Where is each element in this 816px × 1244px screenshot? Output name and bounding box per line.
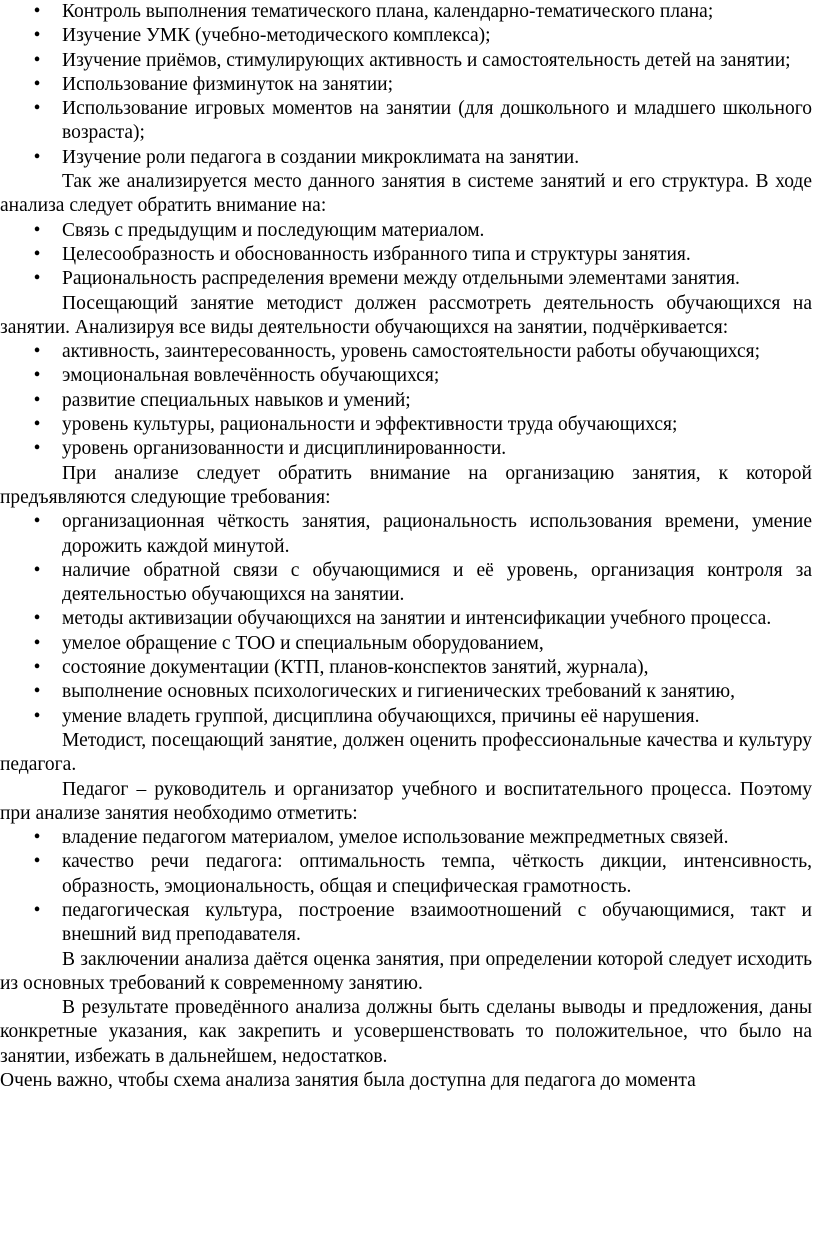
paragraph-scheme-availability: Очень важно, чтобы схема анализа занятия была доступна для педагога до момента <box>0 1070 696 1092</box>
bullet-icon: • <box>33 705 41 727</box>
list-item <box>0 219 812 243</box>
list-item <box>0 632 812 656</box>
paragraph-lesson-place: Так же анализируется место данного занятия в системе занятий и его структура. В ходе анализа следует обратить внимание на: <box>0 171 812 217</box>
list-item-text: эмоциональная вовлечённость обучающихся; <box>62 365 440 387</box>
list-item-text: уровень культуры, рациональности и эффективности труда обучающихся; <box>62 414 678 436</box>
list-item <box>0 656 812 680</box>
list-item <box>0 437 812 461</box>
paragraph-conclusion: В заключении анализа даётся оценка занятия, при определении которой следует исходить из основных требований к современному занятию. <box>0 948 812 994</box>
list-item-text: умение владеть группой, дисциплина обучающихся, причины её нарушения. <box>62 705 700 727</box>
bullet-icon: • <box>33 681 41 703</box>
list-item-text: активность, заинтересованность, уровень самостоятельности работы обучающихся; <box>62 341 761 363</box>
bullet-icon: • <box>33 146 41 168</box>
list-item-text: Изучение приёмов, стимулирующих активность и самостоятельность детей на занятии; <box>62 49 791 71</box>
bullet-icon: • <box>33 632 41 654</box>
bullet-icon: • <box>33 851 41 873</box>
bullet-icon: • <box>33 341 41 363</box>
list-item <box>0 97 812 146</box>
paragraph-teacher: Педагог – руководитель и организатор учебного и воспитательного процесса. Поэтому при анализе занятия необходимо отметить: <box>0 778 812 824</box>
bullet-list-requirements <box>0 510 812 729</box>
bullet-icon: • <box>33 98 41 120</box>
paragraph-methodist: Методист, посещающий занятие, должен оценить профессиональные качества и культуру педагога. <box>0 729 812 776</box>
bullet-icon: • <box>33 25 41 47</box>
list-item-text: Изучение УМК (учебно-методического комплекса); <box>62 25 491 47</box>
list-item-text: педагогическая культура, построение взаимоотношений с обучающимися, такт и внешний вид преподавателя. <box>62 899 812 946</box>
list-item-text: выполнение основных психологических и гигиенических требований к занятию, <box>62 681 735 703</box>
list-item-text: состояние документации (КТП, планов-конспектов занятий, журнала), <box>62 657 649 679</box>
list-item <box>0 559 812 608</box>
paragraph-student-activity: Посещающий занятие методист должен рассмотреть деятельность обучающихся на занятии. Анализируя все виды деятельности обучающихся на занятии, подчёркивается: <box>0 292 812 338</box>
list-item <box>0 73 812 97</box>
list-item <box>0 146 812 170</box>
bullet-icon: • <box>33 243 41 265</box>
paragraph-organization: При анализе следует обратить внимание на организацию занятия, к которой предъявляются следующие требования: <box>0 462 812 508</box>
list-item <box>0 510 812 559</box>
list-item-text: владение педагогом материалом, умелое использование межпредметных связей. <box>62 827 729 849</box>
list-item <box>0 826 812 850</box>
list-item <box>0 49 812 73</box>
list-item-text: Рациональность распределения времени между отдельными элементами занятия. <box>62 268 740 290</box>
bullet-icon: • <box>33 438 41 460</box>
list-item-text: Использование игровых моментов на занятии (для дошкольного и младшего школьного возраста); <box>62 98 812 144</box>
list-item <box>0 0 812 24</box>
list-item <box>0 705 812 729</box>
bullet-icon: • <box>33 268 41 290</box>
list-item-text: методы активизации обучающихся на занятии и интенсификации учебного процесса. <box>62 608 772 630</box>
list-item-text: Использование физминуток на занятии; <box>62 73 393 95</box>
list-item <box>0 340 812 364</box>
bullet-icon: • <box>33 608 41 630</box>
bullet-list-control <box>0 0 812 170</box>
bullet-icon: • <box>33 559 41 581</box>
list-item-text: Изучение роли педагога в создании микроклимата на занятии. <box>62 146 580 168</box>
list-item <box>0 364 812 388</box>
bullet-icon: • <box>33 827 41 849</box>
list-item-text: уровень организованности и дисциплинированности. <box>62 438 507 460</box>
bullet-icon: • <box>33 73 41 95</box>
bullet-icon: • <box>33 1 41 22</box>
list-item-text: организационная чёткость занятия, рациональность использования времени, умение дорожить каждой минутой. <box>62 511 812 557</box>
list-item <box>0 243 812 267</box>
bullet-icon: • <box>33 49 41 71</box>
bullet-icon: • <box>33 414 41 436</box>
list-item <box>0 389 812 413</box>
bullet-icon: • <box>33 899 41 921</box>
bullet-icon: • <box>33 657 41 679</box>
list-item-text: Целесообразность и обоснованность избранного типа и структуры занятия. <box>62 243 691 265</box>
paragraph-result: В результате проведённого анализа должны быть сделаны выводы и предложения, даны конкретные указания, как закрепить и усовершенствовать то положительное, что было на занятии, избежать в дальнейшем, недостатков. <box>0 997 812 1067</box>
list-item-text: качество речи педагога: оптимальность темпа, чёткость дикции, интенсивность, образность, эмоциональность, общая и специфическая грамотность. <box>62 851 812 897</box>
list-item-text: наличие обратной связи с обучающимися и её уровень, организация контроля за деятельностью обучающихся на занятии. <box>62 559 812 606</box>
bullet-list-activity <box>0 340 812 461</box>
list-item <box>0 24 812 48</box>
bullet-icon: • <box>33 511 41 533</box>
list-item-text: умелое обращение с ТОО и специальным оборудованием, <box>62 632 544 654</box>
bullet-icon: • <box>33 389 41 411</box>
list-item <box>0 607 812 631</box>
list-item <box>0 267 812 291</box>
bullet-icon: • <box>33 365 41 387</box>
list-item <box>0 850 812 899</box>
bullet-list-teacher-qualities <box>0 826 812 947</box>
list-item-text: Контроль выполнения тематического плана, календарно-тематического плана; <box>62 1 714 22</box>
list-item <box>0 899 812 948</box>
list-item-text: развитие специальных навыков и умений; <box>62 389 411 411</box>
list-item-text: Связь с предыдущим и последующим материалом. <box>62 219 485 241</box>
list-item <box>0 680 812 704</box>
bullet-icon: • <box>33 219 41 241</box>
list-item <box>0 413 812 437</box>
bullet-list-structure <box>0 219 812 292</box>
